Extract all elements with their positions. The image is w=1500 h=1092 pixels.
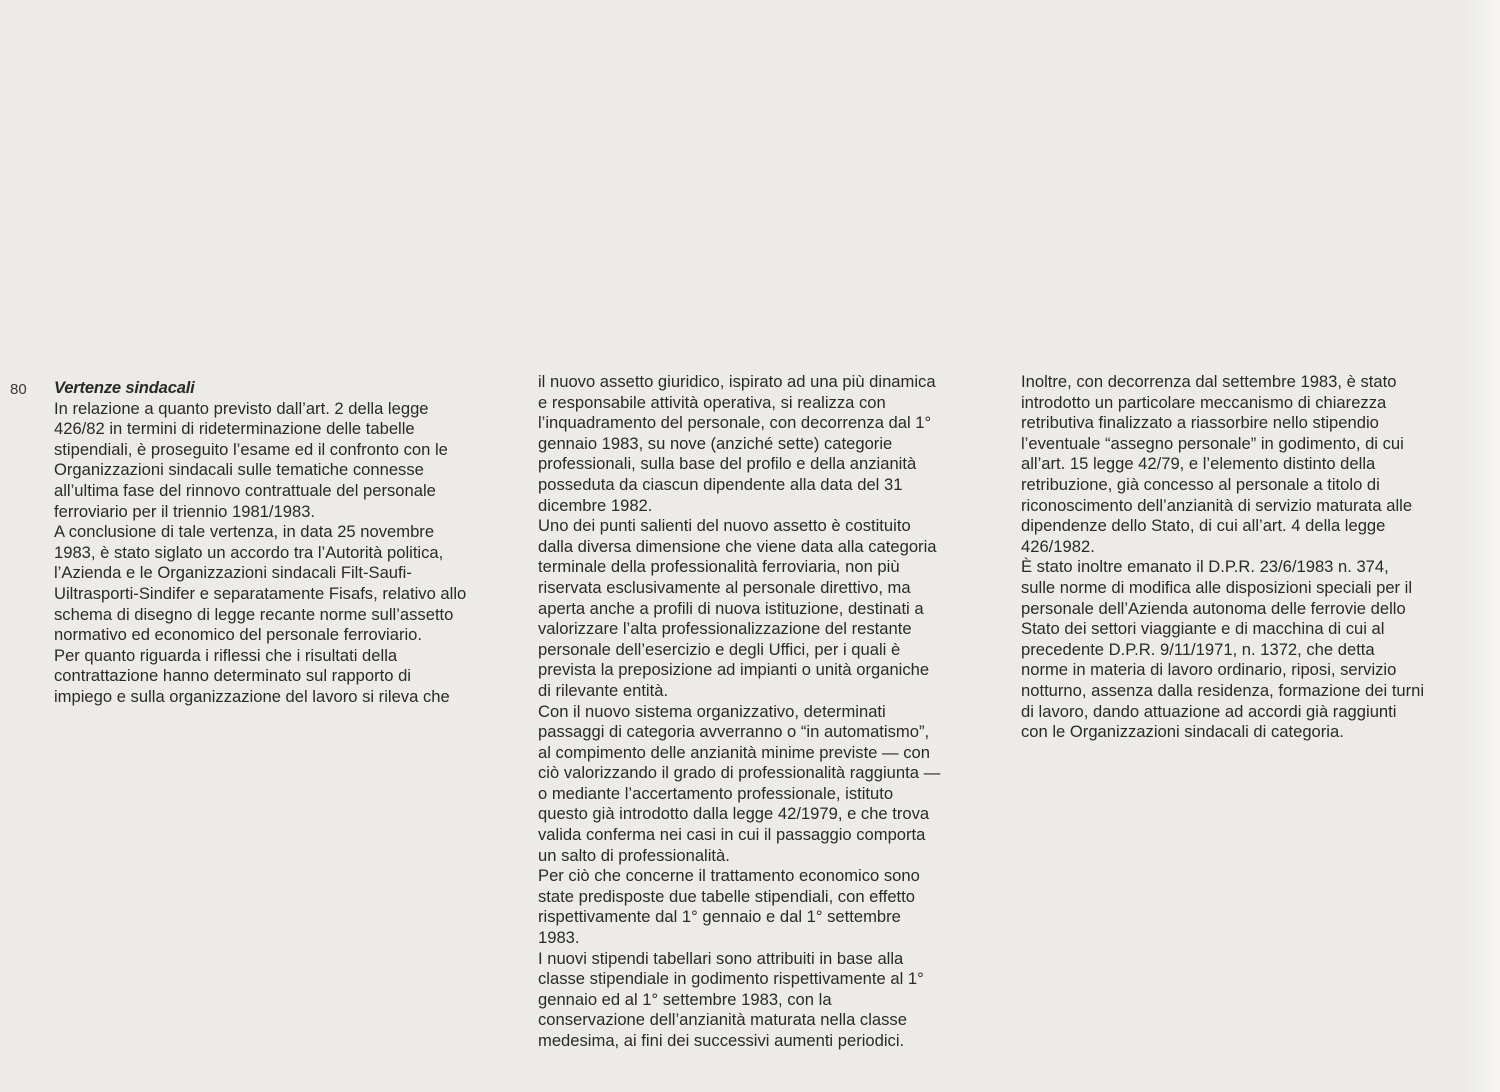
page-number: 80 bbox=[10, 381, 27, 398]
column-1-body bbox=[54, 399, 524, 708]
text-line: prevista la preposizione ad impianti o unità organiche bbox=[538, 660, 930, 680]
text-line: notturno, assenza dalla residenza, formazione dei turni bbox=[1021, 680, 1425, 700]
text-line: I nuovi stipendi tabellari sono attribuiti in base alla bbox=[538, 948, 904, 968]
text-line: posseduta da ciascun dipendente alla data del 31 bbox=[538, 474, 903, 494]
text-line: medesima, ai fini dei successivi aumenti periodici. bbox=[538, 1031, 905, 1050]
text-line: o mediante l’accertamento professionale, istituto bbox=[538, 783, 894, 803]
paragraph bbox=[538, 702, 1008, 867]
text-line: all’art. 15 legge 42/79, e l’elemento distinto della bbox=[1021, 454, 1376, 474]
paragraph bbox=[1021, 557, 1496, 742]
text-line: 1983, è stato siglato un accordo tra l’Autorità politica, bbox=[54, 542, 444, 562]
text-line: rispettivamente dal 1° gennaio e dal 1° settembre bbox=[538, 907, 901, 927]
text-line: Stato dei settori viaggiante e di macchina di cui al bbox=[1021, 619, 1385, 639]
text-line: gennaio ed al 1° settembre 1983, con la bbox=[538, 989, 832, 1009]
paragraph bbox=[538, 949, 1008, 1052]
paragraph bbox=[538, 866, 1008, 948]
text-line: stipendiali, è proseguito l’esame ed il confronto con le bbox=[54, 439, 448, 459]
text-line: norme in materia di lavoro ordinario, riposi, servizio bbox=[1021, 660, 1397, 680]
text-line: il nuovo assetto giuridico, ispirato ad una più dinamica bbox=[538, 372, 936, 391]
text-line: normativo ed economico del personale ferroviario. bbox=[54, 625, 423, 645]
text-line: un salto di professionalità. bbox=[538, 845, 730, 865]
text-line: dicembre 1982. bbox=[538, 495, 653, 515]
text-line: l’eventuale “assegno personale” in godimento, di cui bbox=[1021, 433, 1404, 453]
paragraph bbox=[54, 646, 524, 708]
text-line: all’ultima fase del rinnovo contrattuale del personale bbox=[54, 480, 436, 500]
text-line: l’Azienda e le Organizzazioni sindacali Filt-Saufi- bbox=[54, 563, 412, 583]
paragraph bbox=[1021, 372, 1496, 557]
text-line: A conclusione di tale vertenza, in data 25 novembre bbox=[54, 522, 435, 542]
text-line: ferroviario per il triennio 1981/1983. bbox=[54, 501, 316, 521]
text-line: passaggi di categoria avverranno o “in automatismo”, bbox=[538, 722, 930, 742]
text-line: aperta anche a profili di nuova istituzione, destinati a bbox=[538, 598, 924, 618]
column-3-body bbox=[1021, 372, 1496, 743]
text-line: professionali, sulla base del profilo e della anzianità bbox=[538, 454, 917, 474]
text-line: schema di disegno di legge recante norme sull’assetto bbox=[54, 604, 454, 624]
text-line: In relazione a quanto previsto dall’art. 2 della legge bbox=[54, 398, 429, 418]
text-line: conservazione dell’anzianità maturata nella classe bbox=[538, 1010, 907, 1030]
text-line: 426/82 in termini di rideterminazione delle tabelle bbox=[54, 419, 415, 439]
text-line: personale dell’Azienda autonoma delle ferrovie dello bbox=[1021, 598, 1406, 618]
text-line: 426/1982. bbox=[1021, 536, 1095, 556]
text-line: 1983. bbox=[538, 928, 580, 948]
text-line: Uiltrasporti-Sindifer e separatamente Fisafs, relativo allo bbox=[54, 583, 467, 603]
paragraph bbox=[538, 516, 1008, 701]
text-line: Inoltre, con decorrenza dal settembre 1983, è stato bbox=[1021, 372, 1397, 391]
text-line: Per quanto riguarda i riflessi che i risultati della bbox=[54, 645, 398, 665]
text-column-3 bbox=[1021, 372, 1496, 743]
text-column-1 bbox=[54, 372, 524, 708]
text-line: al compimento delle anzianità minime previste — con bbox=[538, 742, 930, 762]
paragraph bbox=[54, 522, 524, 646]
text-line: impiego e sulla organizzazione del lavoro si rileva che bbox=[54, 686, 450, 706]
text-line: valorizzare l’alta professionalizzazione del restante bbox=[538, 619, 912, 639]
text-line: terminale della professionalità ferroviaria, non più bbox=[538, 557, 900, 577]
text-line: Uno dei punti salienti del nuovo assetto è costituito bbox=[538, 516, 911, 536]
text-line: sulle norme di modifica alle disposizioni speciali per il bbox=[1021, 577, 1413, 597]
text-line: di rilevante entità. bbox=[538, 680, 669, 700]
text-line: introdotto un particolare meccanismo di chiarezza bbox=[1021, 392, 1387, 412]
text-line: personale dell’esercizio e degli Uffici, per i quali è bbox=[538, 639, 901, 659]
text-line: ciò valorizzando il grado di professionalità raggiunta — bbox=[538, 763, 941, 783]
text-line: questo già introdotto dalla legge 42/1979, e che trova bbox=[538, 804, 930, 824]
text-line: classe stipendiale in godimento rispettivamente al 1° bbox=[538, 969, 924, 989]
column-2-body bbox=[538, 372, 1008, 1052]
text-line: l’inquadramento del personale, con decorrenza dal 1° bbox=[538, 413, 932, 433]
text-line: Per ciò che concerne il trattamento economico sono bbox=[538, 866, 920, 886]
paragraph bbox=[538, 372, 1008, 516]
text-line: Organizzazioni sindacali sulle tematiche connesse bbox=[54, 460, 424, 480]
text-line: con le Organizzazioni sindacali di categoria. bbox=[1021, 722, 1344, 742]
text-line: dalla diversa dimensione che viene data alla categoria bbox=[538, 536, 937, 556]
text-line: precedente D.P.R. 9/11/1971, n. 1372, che detta bbox=[1021, 639, 1375, 659]
text-line: Con il nuovo sistema organizzativo, determinati bbox=[538, 701, 886, 721]
text-line: dipendenze dello Stato, di cui all’art. 4 della legge bbox=[1021, 516, 1386, 536]
text-column-2 bbox=[538, 372, 1008, 1052]
text-line: riconoscimento dell’anzianità di servizio maturata alle bbox=[1021, 495, 1413, 515]
text-line: gennaio 1983, su nove (anziché sette) categorie bbox=[538, 433, 893, 453]
text-line: retributiva finalizzato a riassorbire nello stipendio bbox=[1021, 413, 1379, 433]
text-line: state predisposte due tabelle stipendiali, con effetto bbox=[538, 886, 915, 906]
paragraph bbox=[54, 399, 524, 523]
text-line: di lavoro, dando attuazione ad accordi già raggiunti bbox=[1021, 701, 1397, 721]
text-line: È stato inoltre emanato il D.P.R. 23/6/1983 n. 374, bbox=[1021, 557, 1389, 577]
text-line: retribuzione, già concesso al personale a titolo di bbox=[1021, 474, 1380, 494]
text-line: riservata esclusivamente al personale direttivo, ma bbox=[538, 577, 911, 597]
text-line: e responsabile attività operativa, si realizza con bbox=[538, 392, 886, 412]
text-line: contrattazione hanno determinato sul rapporto di bbox=[54, 666, 411, 686]
section-title: Vertenze sindacali bbox=[54, 378, 195, 397]
text-line: valida conferma nei casi in cui il passaggio comporta bbox=[538, 825, 926, 845]
